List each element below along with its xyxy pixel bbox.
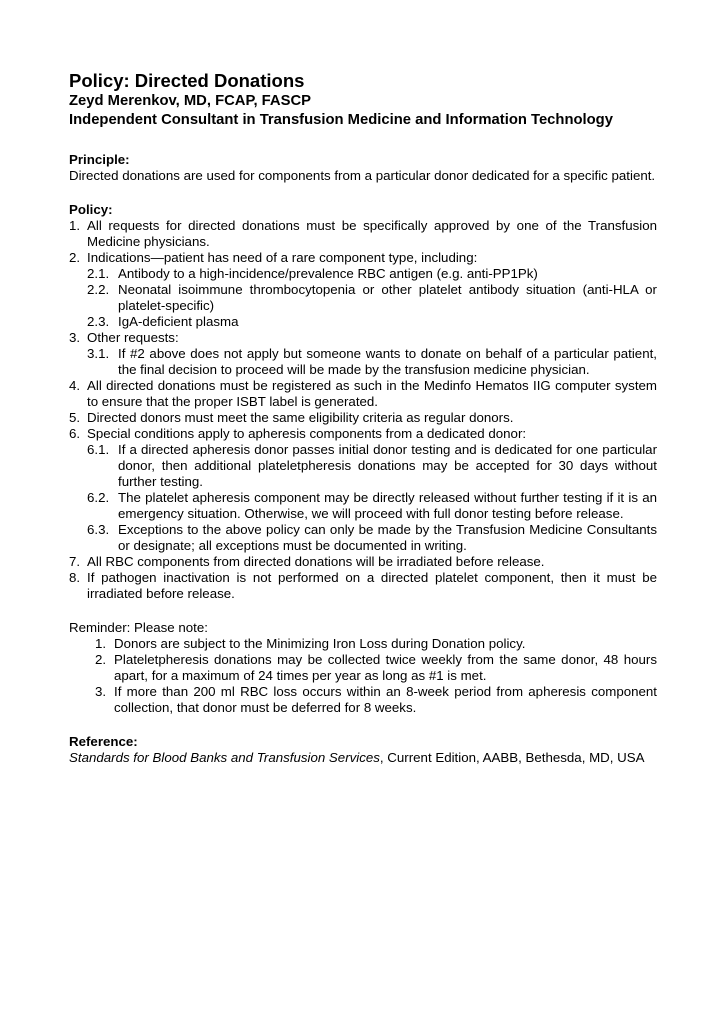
reference-citation [69, 750, 657, 766]
policy-subitem-text: IgA-deficient plasma [118, 314, 239, 329]
policy-subitem-text: The platelet apheresis component may be directly released without further testing if it is an emergency situation. Otherwise, we will proceed with full donor testing before release. [118, 490, 657, 521]
policy-item-text: Special conditions apply to apheresis components from a dedicated donor: [87, 426, 527, 441]
policy-item-number: 6. [69, 426, 81, 441]
policy-item-text: All requests for directed donations must be specifically approved by one of the Transfusion Medicine physicians. [87, 218, 657, 249]
policy-subitem-number: 6.1. [87, 442, 110, 457]
policy-item-text: All RBC components from directed donations will be irradiated before release. [87, 554, 545, 569]
policy-subitem [69, 266, 657, 282]
policy-subitem [69, 282, 657, 314]
policy-item-text: Indications—patient has need of a rare component type, including: [87, 250, 478, 265]
policy-subitem [69, 490, 657, 522]
policy-item [69, 410, 657, 426]
policy-subitem-number: 2.2. [87, 282, 110, 297]
policy-item-number: 5. [69, 410, 81, 425]
policy-subitem-text: Exceptions to the above policy can only be made by the Transfusion Medicine Consultants or designate; all exceptions must be documented in writing. [118, 522, 657, 553]
policy-subitem-number: 2.3. [87, 314, 110, 329]
policy-heading: Policy: [69, 202, 113, 217]
policy-item [69, 378, 657, 410]
principle-text: Directed donations are used for components from a particular donor dedicated for a specific patient. [69, 168, 656, 183]
policy-subitem [69, 522, 657, 554]
policy-list [69, 218, 657, 602]
affiliation-line: Independent Consultant in Transfusion Medicine and Information Technology [69, 112, 613, 128]
policy-item [69, 570, 657, 602]
policy-item-number: 2. [69, 250, 81, 265]
policy-subitem [69, 314, 657, 330]
policy-subitem-text: If #2 above does not apply but someone wants to donate on behalf of a particular patient, the final decision to proceed will be made by the transfusion medicine physician. [118, 346, 657, 377]
reminder-item-text: If more than 200 ml RBC loss occurs within an 8-week period from apheresis component collection, that donor must be deferred for 8 weeks. [114, 684, 657, 715]
policy-item-text: If pathogen inactivation is not performed on a directed platelet component, then it must be irradiated before release. [87, 570, 657, 601]
reminder-item [69, 636, 657, 652]
reference-details: , Current Edition, AABB, Bethesda, MD, USA [379, 750, 645, 765]
policy-subitem-number: 3.1. [87, 346, 110, 361]
policy-subitem-number: 2.1. [87, 266, 110, 281]
policy-item-number: 4. [69, 378, 81, 393]
principle-heading: Principle: [69, 152, 130, 167]
policy-subitem-text: Neonatal isoimmune thrombocytopenia or other platelet antibody situation (anti-HLA or platelet-specific) [118, 282, 657, 313]
policy-subitem [69, 442, 657, 490]
policy-subitem [69, 346, 657, 378]
reminder-item-number: 2. [95, 652, 107, 667]
reminder-item [69, 652, 657, 684]
reminder-item [69, 684, 657, 716]
policy-item [69, 426, 657, 442]
document-title: Policy: Directed Donations [69, 70, 305, 91]
policy-item-text: Directed donors must meet the same eligibility criteria as regular donors. [87, 410, 514, 425]
author-line: Zeyd Merenkov, MD, FCAP, FASCP [69, 93, 312, 109]
reminder-item-text: Plateletpheresis donations may be collected twice weekly from the same donor, 48 hours apart, for a maximum of 24 times per year as long as #1 is met. [114, 652, 657, 683]
reference-heading: Reference: [69, 734, 138, 749]
reference-title: Standards for Blood Banks and Transfusion Services [69, 750, 380, 765]
policy-item [69, 554, 657, 570]
reminder-item-number: 1. [95, 636, 107, 651]
reminder-item-number: 3. [95, 684, 107, 699]
policy-item-number: 8. [69, 570, 81, 585]
reminder-list [69, 636, 657, 716]
policy-item [69, 250, 657, 266]
policy-subitem-text: Antibody to a high-incidence/prevalence RBC antigen (e.g. anti-PP1Pk) [118, 266, 538, 281]
policy-subitem-text: If a directed apheresis donor passes initial donor testing and is dedicated for one particular donor, then additional plateletpheresis donations may be accepted for 30 days without further testing. [118, 442, 657, 489]
policy-subitem-number: 6.3. [87, 522, 110, 537]
policy-item-text: Other requests: [87, 330, 179, 345]
reminder-heading: Reminder: Please note: [69, 620, 208, 635]
policy-item [69, 218, 657, 250]
policy-item-number: 3. [69, 330, 81, 345]
reminder-item-text: Donors are subject to the Minimizing Iron Loss during Donation policy. [114, 636, 526, 651]
policy-item-text: All directed donations must be registered as such in the Medinfo Hematos IIG computer system to ensure that the proper ISBT label is generated. [87, 378, 657, 409]
policy-subitem-number: 6.2. [87, 490, 110, 505]
policy-item-number: 7. [69, 554, 81, 569]
policy-item-number: 1. [69, 218, 81, 233]
policy-item [69, 330, 657, 346]
document-page [69, 70, 657, 766]
